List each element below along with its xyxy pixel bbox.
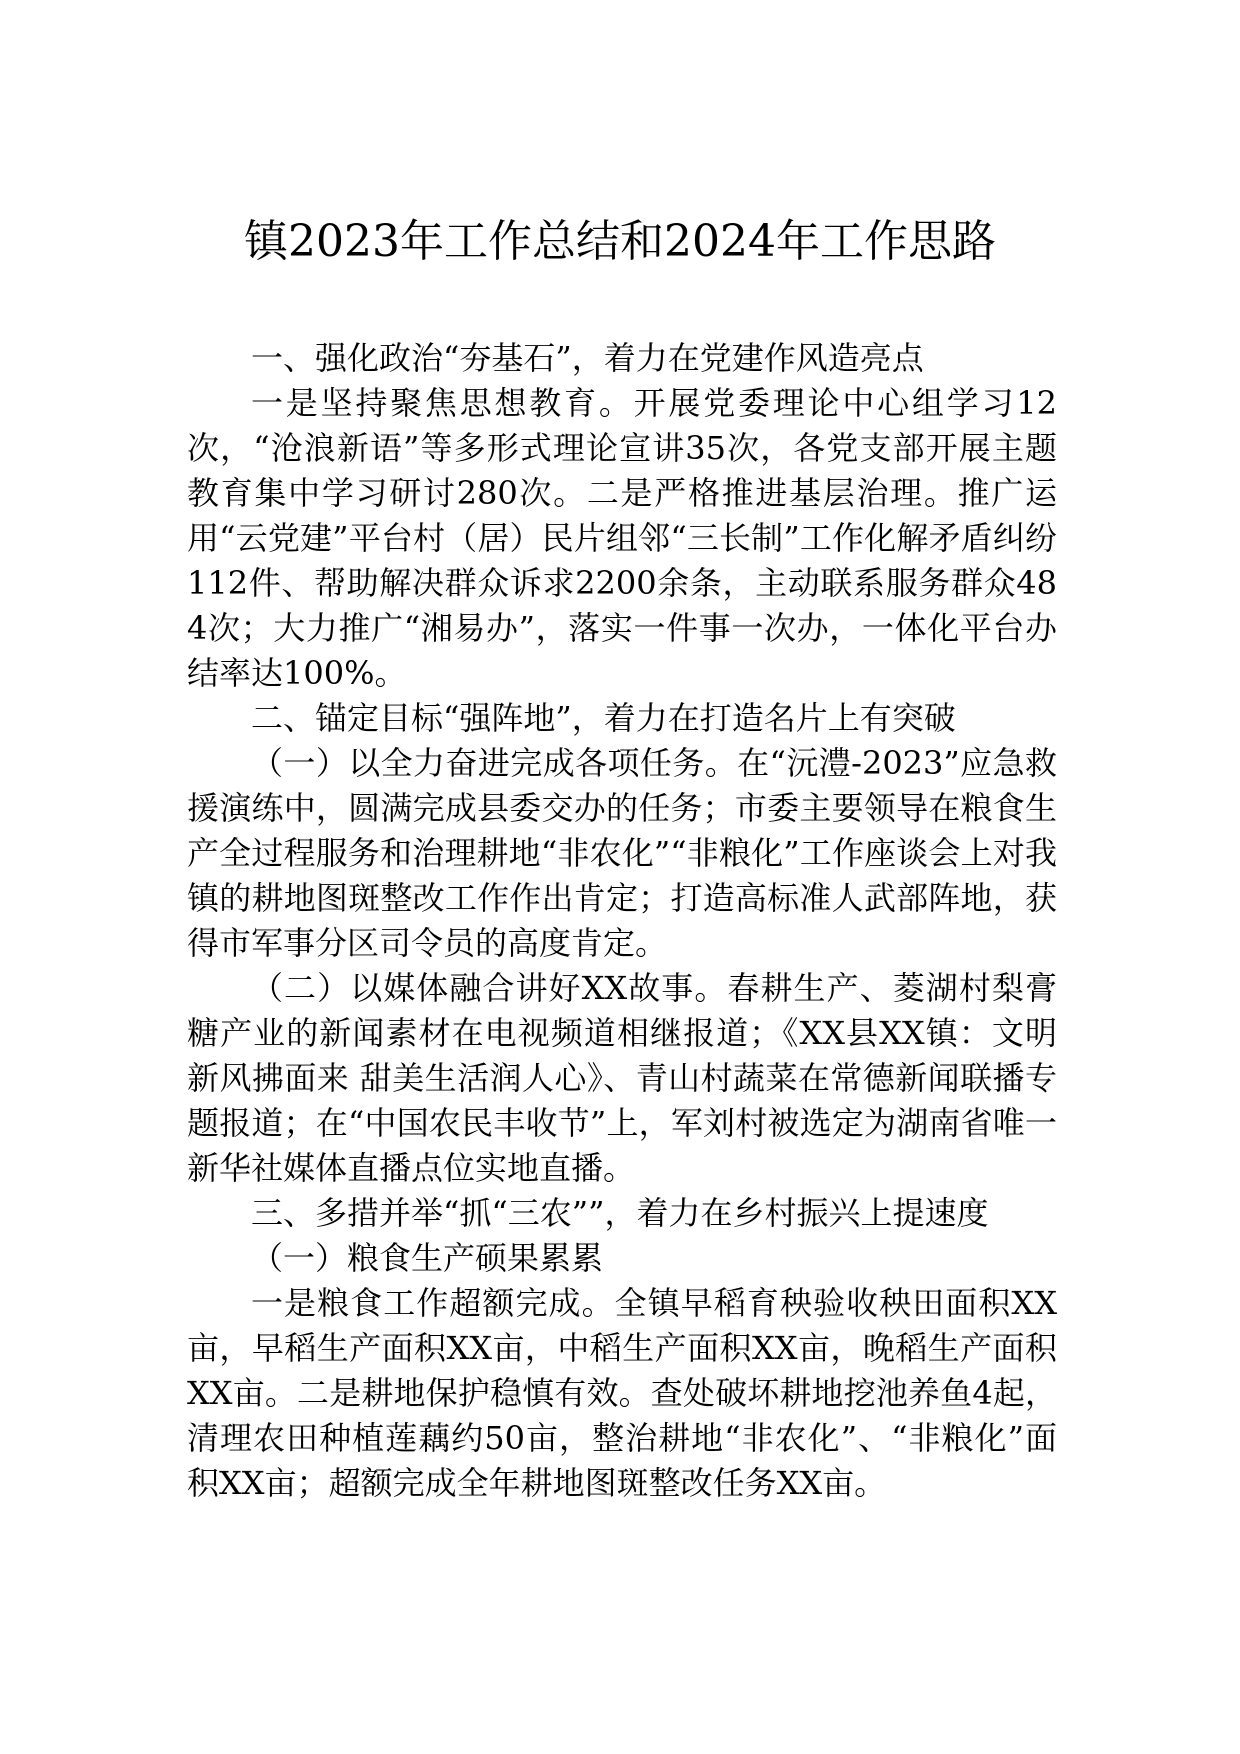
section-heading-2: 二、锚定目标“强阵地”，着力在打造名片上有突破 — [251, 699, 956, 737]
paragraph-media: （二）以媒体融合讲好XX故事。春耕生产、菱湖村梨膏糖产业的新闻素材在电视频道相继报道；《XX县XX镇：文明新风拂面来 甜美生活润人心》、青山村蔬菜在常德新闻联播专题报道；在“中国农民丰收节”上，军刘村被选定为湖南省唯一新华社媒体直播点位实地直播。 — [187, 969, 1057, 1187]
section-heading-1: 一、强化政治“夯基石”，着力在党建作风造亮点 — [251, 339, 924, 377]
paragraph-grain: 一是粮食工作超额完成。全镇早稻育秧验收秧田面积XX亩，早稻生产面积XX亩，中稻生产面积XX亩，晚稻生产面积XX亩。二是耕地保护稳慎有效。查处破坏耕地挖池养鱼4起，清理农田种植莲藕约50亩，整治耕地“非农化”、“非粮化”面积XX亩；超额完成全年耕地图斑整改任务XX亩。 — [187, 1284, 1057, 1502]
subsection-heading-grain: （一）粮食生产硕果累累 — [251, 1239, 604, 1277]
paragraph-tasks: （一）以全力奋进完成各项任务。在“沅澧-2023”应急救援演练中，圆满完成县委交办的任务；市委主要领导在粮食生产全过程服务和治理耕地“非农化”“非粮化”工作座谈会上对我镇的耕地图斑整改工作作出肯定；打造高标准人武部阵地，获得市军事分区司令员的高度肯定。 — [187, 744, 1057, 962]
document-body — [187, 336, 1057, 1506]
paragraph-party-building: 一是坚持聚焦思想教育。开展党委理论中心组学习12次，“沧浪新语”等多形式理论宣讲35次，各党支部开展主题教育集中学习研讨280次。二是严格推进基层治理。推广运用“云党建”平台村（居）民片组邻“三长制”工作化解矛盾纠纷112件、帮助解决群众诉求2200余条，主动联系服务群众484次；大力推广“湘易办”，落实一件事一次办，一体化平台办结率达100%。 — [187, 384, 1057, 692]
section-heading-3: 三、多措并举“抓“三农””，着力在乡村振兴上提速度 — [251, 1194, 989, 1232]
document-title: 镇2023年工作总结和2024年工作思路 — [244, 216, 996, 267]
